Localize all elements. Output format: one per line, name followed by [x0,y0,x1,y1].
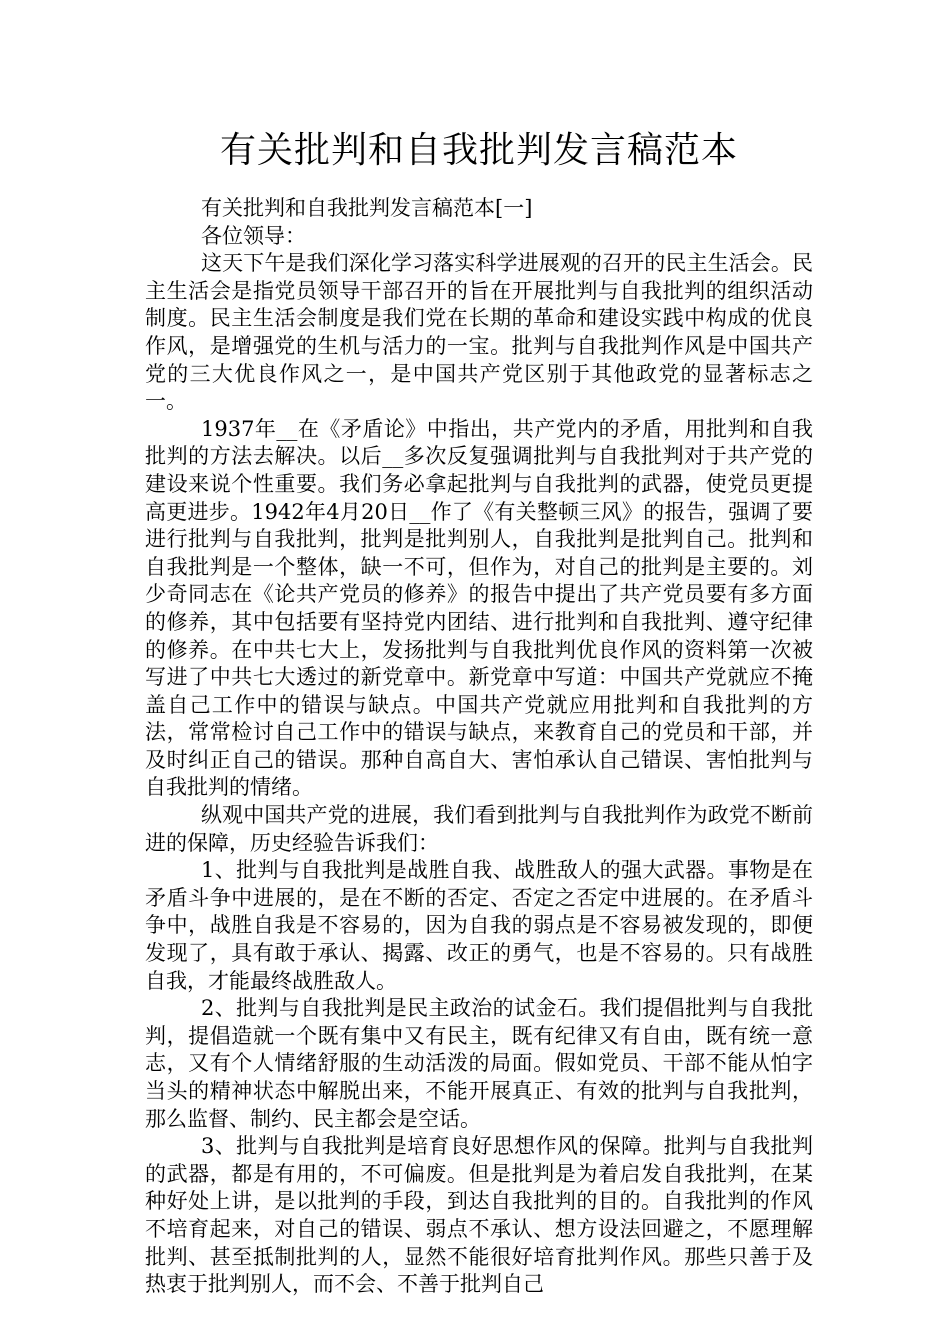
salutation: 各位领导： [201,223,306,248]
numbered-paragraph-1: 1、批判与自我批判是战胜自我、战胜敌人的强大武器。事物是在矛盾斗争中进展的，是在不断的否定、否定之否定中进展的。在矛盾斗争中，战胜自我是不容易的，因为自我的弱点是不容易被发现的，即便发现了，具有敢于承认、揭露、改正的勇气，也是不容易的。只有战胜自我，才能最终战胜敌人。 [145,858,813,993]
numbered-paragraph-3: 3、批判与自我批判是培育良好思想作风的保障。批判与自我批判的武器，都是有用的，不可偏废。但是批判是为着启发自我批判，在某种好处上讲，是以批判的手段，到达自我批判的目的。自我批判的作风不培育起来，对自己的错误、弱点不承认、想方设法回避之，不愿理解批判、甚至抵制批判的人，显然不能很好培育批判作风。那些只善于及热衷于批判别人，而不会、不善于批判自己 [145,1134,813,1297]
body-paragraph: 1937年__在《矛盾论》中指出，共产党内的矛盾，用批判和自我批判的方法去解决。以后__多次反复强调批判与自我批判对于共产党的建设来说个性重要。我们务必拿起批判与自我批判的武器，使党员更提高更进步。1942年4月20日__作了《有关整顿三风》的报告，强调了要进行批判与自我批判，批判是批判别人，自我批判是批判自己。批判和自我批判是一个整体，缺一不可，但作为，对自己的批判是主要的。刘少奇同志在《论共产党员的修养》的报告中提出了共产党员要有多方面的修养，其中包括要有坚持党内团结、进行批判和自我批判、遵守纪律的修养。在中共七大上，发扬批判与自我批判优良作风的资料第一次被写进了中共七大透过的新党章中。新党章中写道：中国共产党就应不掩盖自己工作中的错误与缺点。中国共产党就应用批判和自我批判的方法，常常检讨自己工作中的错误与缺点，来教育自己的党员和干部，并及时纠正自己的错误。那种自高自大、害怕承认自己错误、害怕批判与自我批判的情绪。 [145,416,813,800]
document-subtitle: 有关批判和自我批判发言稿范本[一] [201,196,533,220]
document-title: 有关批判和自我批判发言稿范本 [219,130,738,171]
body-paragraph: 纵观中国共产党的进展，我们看到批判与自我批判作为政党不断前进的保障，历史经验告诉我们： [145,803,813,855]
numbered-paragraph-2: 2、批判与自我批判是民主政治的试金石。我们提倡批判与自我批判，提倡造就一个既有集中又有民主，既有纪律又有自由，既有统一意志，又有个人情绪舒服的生动活泼的局面。假如党员、干部不能从怕字当头的精神状态中解脱出来，不能开展真正、有效的批判与自我批判，那么监督、制约、民主都会是空话。 [145,996,813,1131]
document-body [145,195,813,1299]
body-paragraph: 这天下午是我们深化学习落实科学进展观的召开的民主生活会。民主生活会是指党员领导干部召开的旨在开展批判与自我批判的组织活动制度。民主生活会制度是我们党在长期的革命和建设实践中构成的优良作风，是增强党的生机与活力的一宝。批判与自我批判作风是中国共产党的三大优良作风之一，是中国共产党区别于其他政党的显著标志之一。 [145,251,813,414]
document-page [145,125,813,1299]
